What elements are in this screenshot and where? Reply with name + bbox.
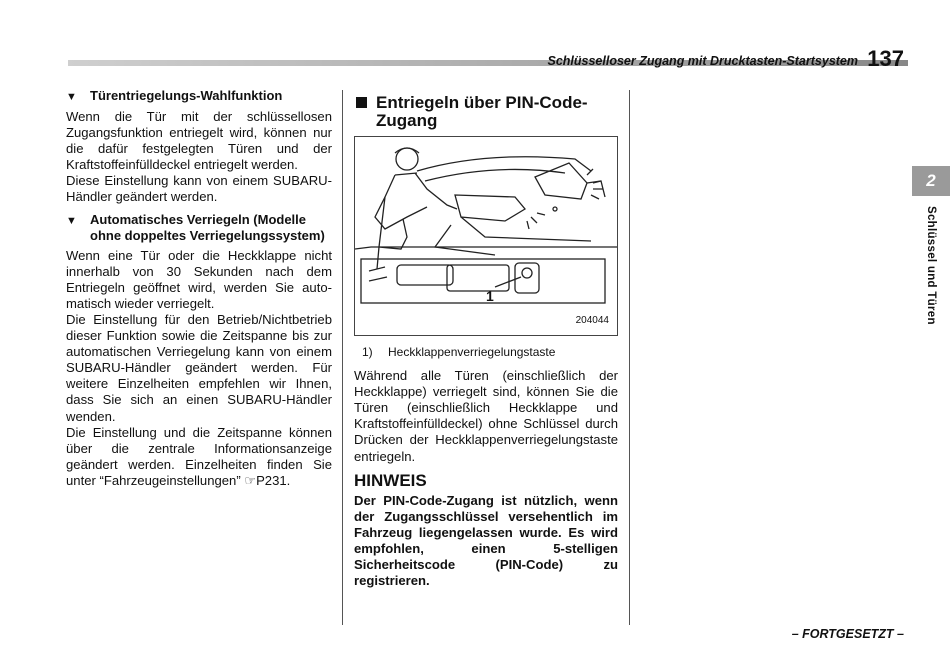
- note-text: Der PIN-Code-Zugang ist nützlich, wenn der Zugangsschlüssel versehentlich im Fahrzeug liegengelassen wurde. Es wird empfohlen, einen 5-stelligen Sicherheitscode (PIN-Code) zu registrieren.: [354, 492, 618, 589]
- tailgate-illustration: [354, 136, 618, 336]
- square-bullet-icon: [356, 97, 367, 108]
- car-tailgate-drawing: [355, 137, 617, 335]
- page-number: 137: [867, 46, 904, 71]
- paragraph: Diese Einstellung kann von einem SUBARU-Händler geändert werden.: [66, 173, 332, 205]
- caption-text: Heckklappenverriegelungstaste: [388, 345, 556, 359]
- paragraph: Wenn die Tür mit der schlüssellosen Zugangsfunktion entriegelt wird, können nur die dafür festgelegten Türen und der Kraftstoffeinfülldeckel entriegelt werden.: [66, 109, 332, 173]
- triangle-bullet-icon: ▼: [66, 214, 77, 227]
- paragraph: Während alle Türen (einschließlich der Heckklappe) verriegelt sind, können Sie die Türen (einschließlich Heckklappe und Kraftstoffeinfülldeckel) ohne Schlüssel durch Drücken der Heckklappenverriegelungstaste entriegeln.: [354, 368, 618, 464]
- column-divider: [342, 90, 343, 625]
- subheading-text: Automatisches Verriegeln (Modelle ohne doppeltes Verriegelungssystem): [90, 211, 325, 243]
- paragraph: Die Einstellung für den Betrieb/Nichtbetrieb dieser Funktion sowie die Zeitspanne bis zur automatischen Verriegelung kann von einem SUBARU-Händler geändert werden. Für weitere Einzelheiten empfehlen wir Ihnen, dass Sie sich an einen SUBARU-Händler wenden.: [66, 311, 332, 424]
- figure-caption: [362, 344, 618, 360]
- chapter-label: Schlüssel und Türen: [925, 206, 937, 325]
- triangle-bullet-icon: ▼: [66, 91, 77, 103]
- right-column: [354, 94, 618, 589]
- paragraph: Wenn eine Tür oder die Heckklappe nicht innerhalb von 30 Sekunden nach dem Entriegeln geöffnet wird, werden Sie automatisch wieder verriegelt.: [66, 247, 332, 311]
- column-divider: [629, 90, 630, 625]
- section-title: Entriegeln über PIN-Code-Zugang: [376, 93, 588, 130]
- subheading-door-unlock-select: [66, 88, 332, 105]
- figure-callout-number: 1: [486, 288, 494, 304]
- chapter-tab: 2: [912, 166, 950, 196]
- subheading-text: Türentriegelungs-Wahlfunktion: [90, 88, 283, 103]
- note-heading: HINWEIS: [354, 470, 427, 490]
- caption-number: 1): [362, 345, 373, 359]
- paragraph: Die Einstellung und die Zeitspanne können über die zentrale Informationsanzeige geändert werden. Einzelheiten finden Sie unter “Fahrzeugeinstellungen” ☞P231.: [66, 424, 332, 488]
- figure-code: 204044: [575, 314, 609, 326]
- subheading-auto-lock: [66, 212, 332, 244]
- left-column: [66, 88, 332, 495]
- continued-footer: – FORTGESETZT –: [791, 627, 904, 641]
- running-title: Schlüsselloser Zugang mit Drucktasten-Startsystem: [547, 54, 858, 68]
- section-heading: [354, 94, 618, 130]
